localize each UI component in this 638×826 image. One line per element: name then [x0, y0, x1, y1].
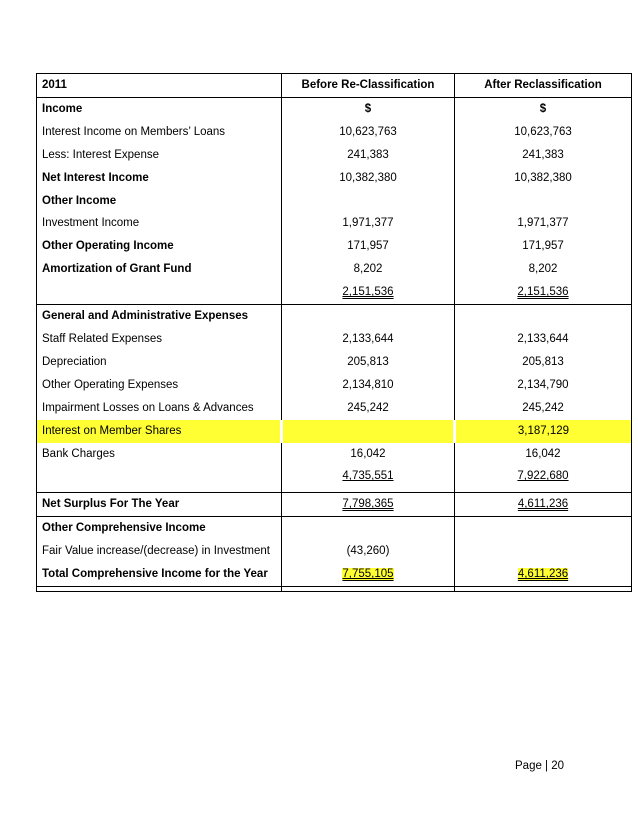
- value-before: 241,383: [282, 144, 455, 167]
- page-number: Page | 20: [515, 760, 565, 772]
- table-row: [37, 167, 632, 190]
- row-label: Other Income: [42, 194, 117, 207]
- currency-after: $: [455, 97, 632, 120]
- row-label: Total Comprehensive Income for the Year: [37, 563, 282, 586]
- after-header: After Reclassification: [455, 74, 632, 98]
- row-label: Other Operating Income: [42, 240, 174, 253]
- value-before: 245,242: [282, 397, 455, 420]
- value-before: 10,623,763: [282, 121, 455, 144]
- row-label: Amortization of Grant Fund: [42, 263, 192, 276]
- highlighted-row: [37, 420, 632, 443]
- row-label: Impairment Losses on Loans & Advances: [42, 401, 254, 414]
- total-before-value: 7,755,105: [342, 568, 394, 581]
- value-after: 10,623,763: [455, 121, 632, 144]
- row-label: Depreciation: [42, 355, 107, 368]
- total-before: [282, 563, 455, 586]
- table-header-row: [37, 74, 632, 98]
- row-label: Bank Charges: [42, 447, 115, 460]
- value-before: 16,042: [282, 443, 455, 466]
- year-header: 2011: [37, 74, 282, 98]
- subtotal-after-value: 2,151,536: [517, 286, 569, 299]
- table-row: [37, 465, 632, 488]
- table-row: [37, 121, 632, 144]
- table-row: [37, 212, 632, 235]
- value-before: 10,382,380: [282, 167, 455, 190]
- table-row: [37, 443, 632, 466]
- row-label: Net Interest Income: [42, 171, 149, 184]
- table-row: [37, 144, 632, 167]
- table-row: [37, 397, 632, 420]
- table-row: [37, 258, 632, 281]
- table-row: [37, 305, 632, 328]
- currency-before: $: [282, 97, 455, 120]
- net-surplus-after: [455, 493, 632, 517]
- row-label: Fair Value increase/(decrease) in Investment: [42, 545, 270, 558]
- subtotal-after: [455, 465, 632, 488]
- table-row: [37, 97, 632, 120]
- table-row: [37, 235, 632, 258]
- row-label: Investment Income: [42, 217, 140, 230]
- row-label: Staff Related Expenses: [42, 332, 162, 345]
- subtotal-before: [282, 281, 455, 304]
- subtotal-before: [282, 465, 455, 488]
- row-label: General and Administrative Expenses: [37, 305, 282, 328]
- value-before: (43,260): [282, 540, 455, 563]
- net-surplus-before: [282, 493, 455, 517]
- row-label: Less: Interest Expense: [42, 148, 159, 161]
- row-label: Income: [42, 102, 83, 115]
- value-after: 2,134,790: [455, 374, 632, 397]
- value-after: 16,042: [455, 443, 632, 466]
- value-before: 2,133,644: [282, 328, 455, 351]
- subtotal-after-value: 7,922,680: [517, 470, 569, 483]
- value-before: 2,134,810: [282, 374, 455, 397]
- subtotal-before-value: 2,151,536: [342, 286, 394, 299]
- table-row: [37, 328, 632, 351]
- row-label: Other Operating Expenses: [42, 378, 179, 391]
- net-surplus-after-value: 4,611,236: [517, 498, 569, 511]
- value-after: 2,133,644: [455, 328, 632, 351]
- before-header: Before Re-Classification: [282, 74, 455, 98]
- value-before: 205,813: [282, 351, 455, 374]
- total-after: [455, 563, 632, 586]
- net-surplus-before-value: 7,798,365: [342, 498, 394, 511]
- table-row: [37, 351, 632, 374]
- table-row: [37, 493, 632, 517]
- financial-statement-table: [36, 73, 632, 592]
- row-label: Interest on Member Shares: [37, 420, 282, 443]
- value-before: 8,202: [282, 258, 455, 281]
- subtotal-before-value: 4,735,551: [342, 470, 394, 483]
- row-label: Interest Income on Members’ Loans: [42, 125, 226, 138]
- value-after: 245,242: [455, 397, 632, 420]
- table-row: [37, 281, 632, 304]
- table-row: [37, 517, 632, 540]
- row-label: Net Surplus For The Year: [37, 493, 282, 517]
- value-after: 241,383: [455, 144, 632, 167]
- table-row: [37, 540, 632, 563]
- table-row: [37, 563, 632, 586]
- table-row: [37, 190, 632, 213]
- value-before: 171,957: [282, 235, 455, 258]
- value-after: 171,957: [455, 235, 632, 258]
- value-after: 1,971,377: [455, 212, 632, 235]
- value-after: [455, 540, 632, 563]
- subtotal-after: [455, 281, 632, 304]
- total-after-value: 4,611,236: [517, 568, 569, 581]
- value-after: 8,202: [455, 258, 632, 281]
- value-after: 10,382,380: [455, 167, 632, 190]
- row-label: Other Comprehensive Income: [42, 522, 206, 535]
- value-before: [282, 420, 455, 443]
- value-before: 1,971,377: [282, 212, 455, 235]
- value-after: 3,187,129: [455, 420, 632, 443]
- value-after: 205,813: [455, 351, 632, 374]
- table-row: [37, 374, 632, 397]
